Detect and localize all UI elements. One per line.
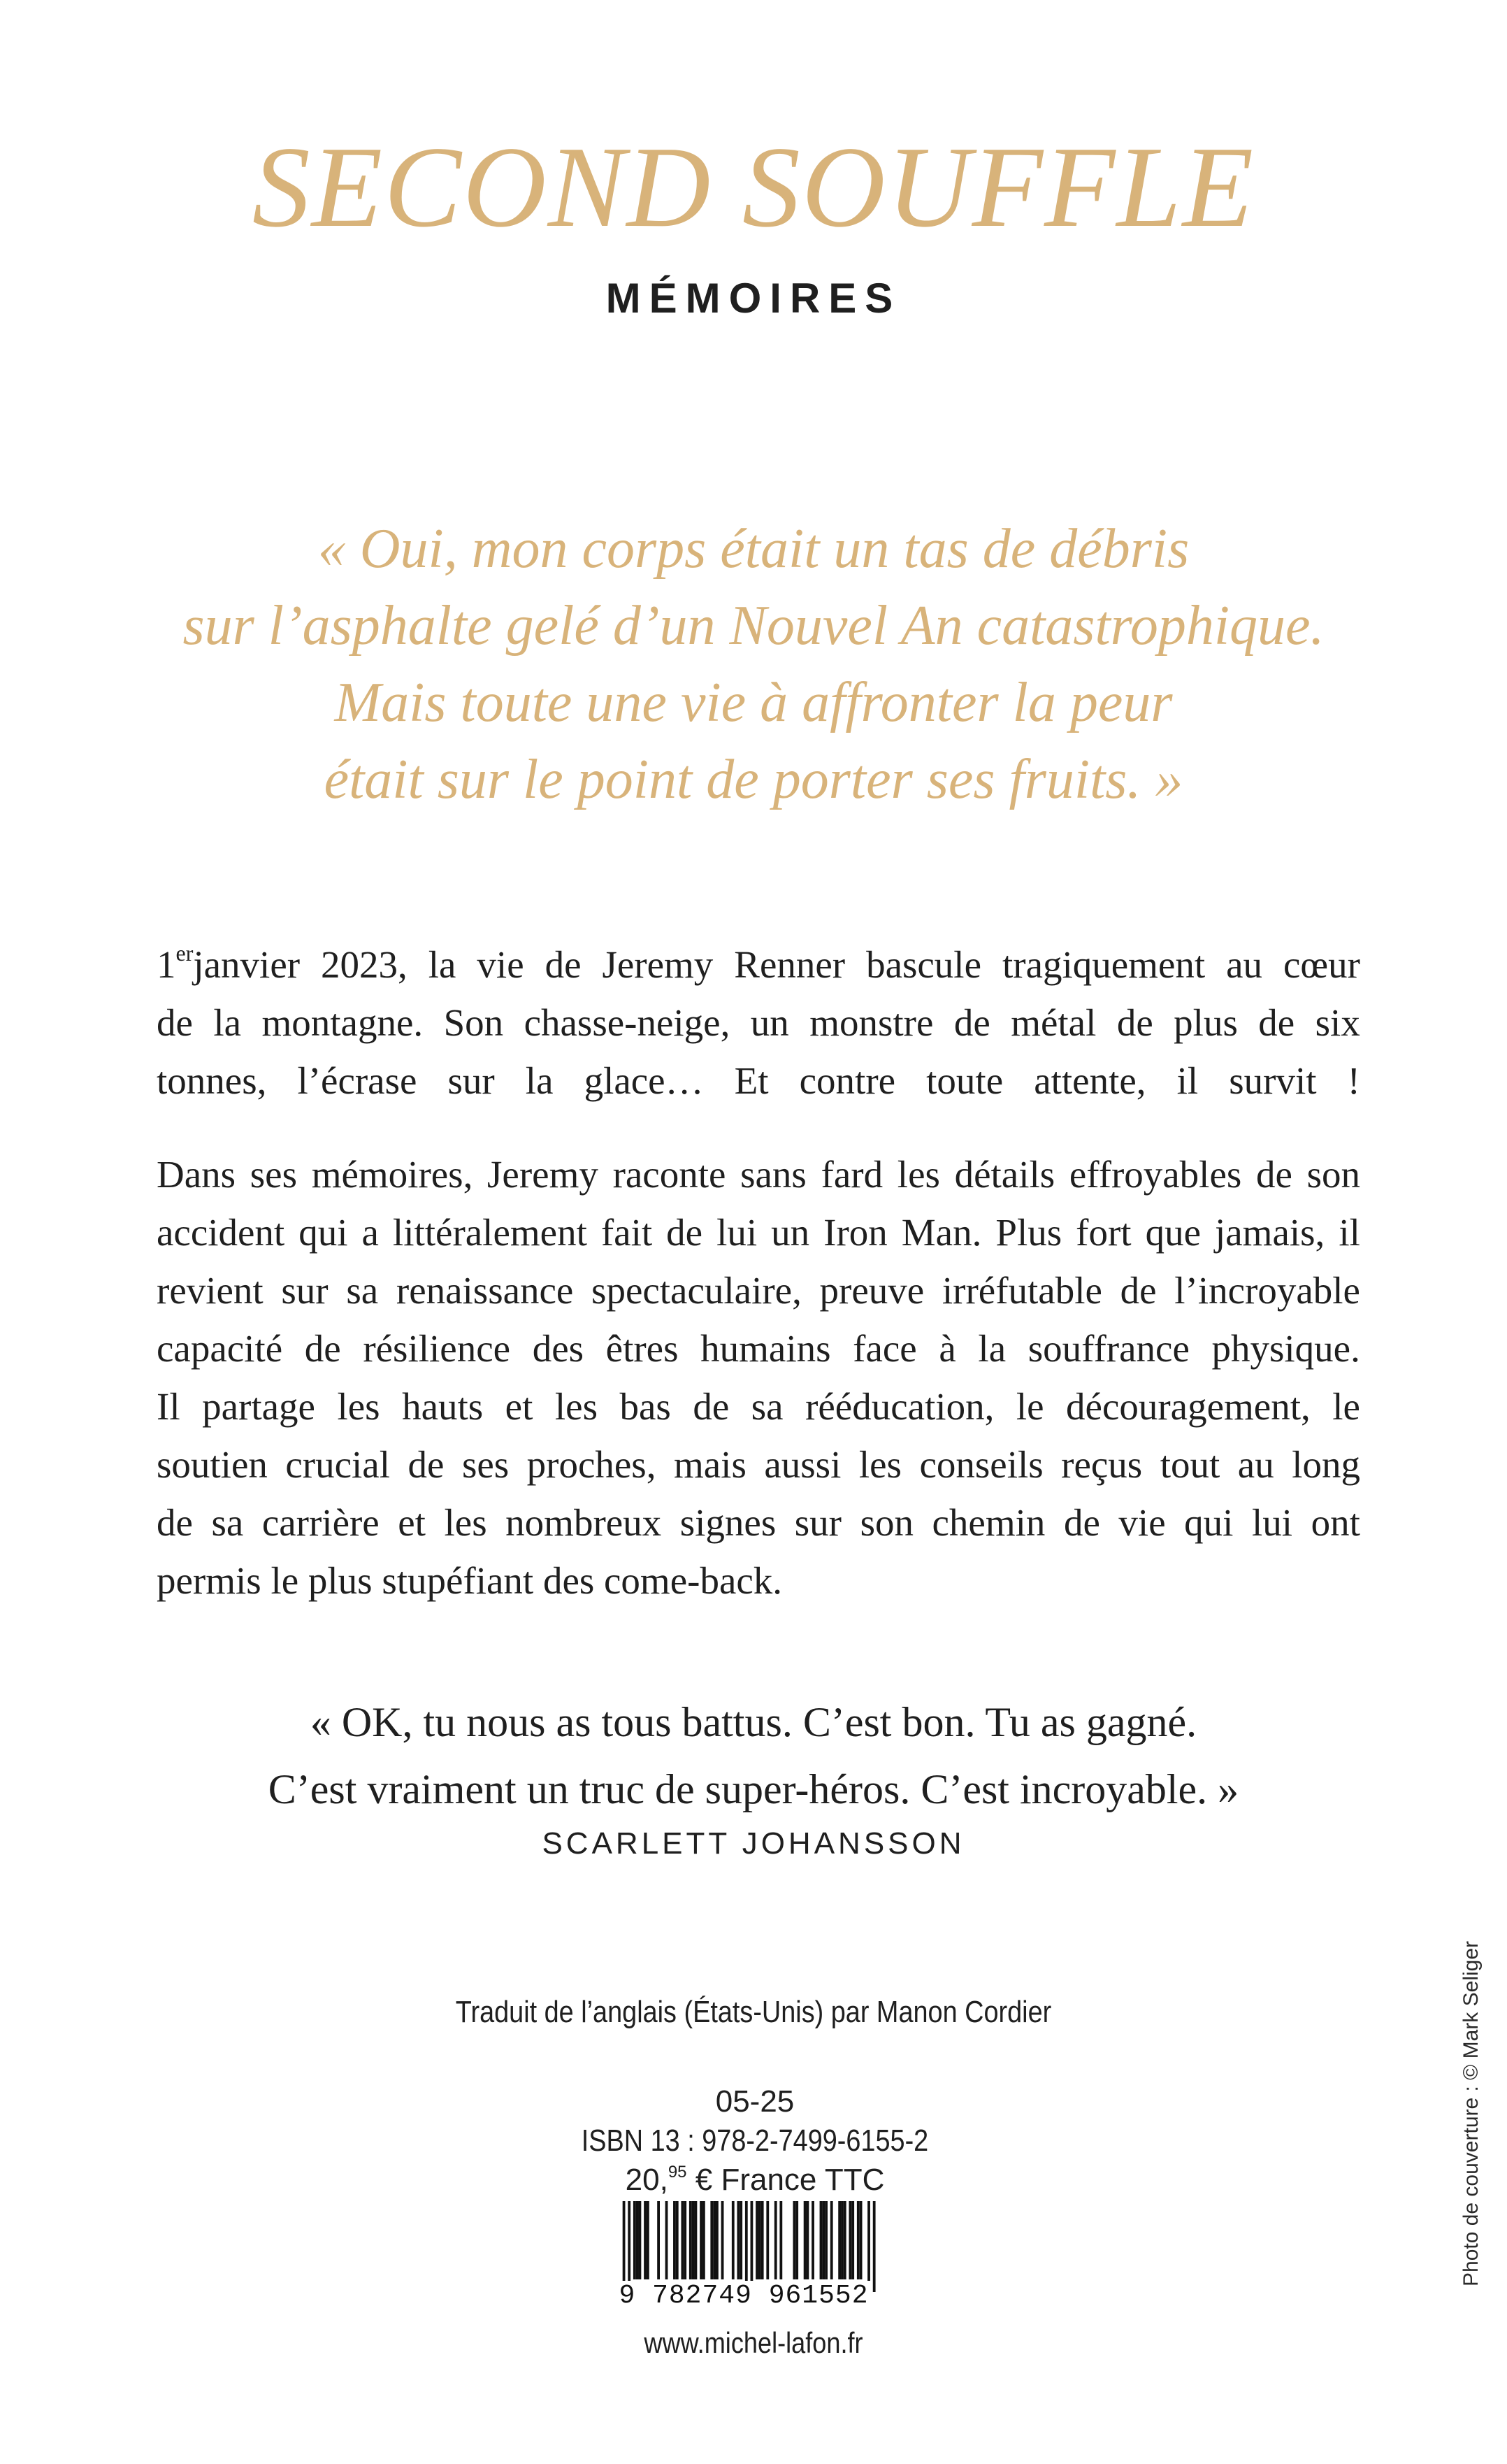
endorsement-line: « OK, tu nous as tous battus. C’est bon. Tu as gagné. [310, 1699, 1197, 1745]
endorsement-author: SCARLETT JOHANSSON [542, 1826, 965, 1861]
word: 2023, [321, 943, 408, 986]
barcode-bar [721, 2201, 724, 2279]
word: tragiquement [1002, 943, 1206, 986]
word: Et [734, 1059, 769, 1102]
word: ses [461, 1443, 510, 1486]
pull-quote-line: sur l’asphalte gelé d’un Nouvel An catastrophique. [182, 595, 1325, 657]
barcode-bar [758, 2201, 761, 2279]
word: mémoires, [311, 1153, 473, 1196]
isbn: ISBN 13 : 978-2-7499-6155-2 [581, 2123, 929, 2158]
word: contre [799, 1059, 896, 1102]
barcode-bar [841, 2201, 844, 2279]
word: face [853, 1327, 917, 1370]
word: physique. [1211, 1327, 1360, 1370]
barcode-bar [695, 2201, 698, 2279]
barcode-bar [745, 2201, 748, 2292]
word: de [1063, 1501, 1100, 1544]
barcode-bar [710, 2201, 713, 2279]
word: toute [926, 1059, 1004, 1102]
word: détails [954, 1153, 1055, 1196]
synopsis-line [157, 1435, 1360, 1494]
edition-code: 05-25 [715, 2084, 795, 2119]
book-title: SECOND SOUFFLE [252, 122, 1255, 251]
word: ! [1347, 1059, 1360, 1102]
translator-note: Traduit de l’anglais (États-Unis) par Manon Cordier [455, 1995, 1052, 2029]
word: long [1292, 1443, 1360, 1486]
barcode-bar [851, 2201, 854, 2279]
word: survit [1229, 1059, 1317, 1102]
word: accident [157, 1211, 285, 1254]
word: de [1258, 1001, 1295, 1044]
barcode-digits-text: 9 782749 961552 [619, 2281, 869, 2311]
ordinal-suffix: er [175, 940, 194, 966]
photo-credit: Photo de couverture : © Mark Seliger [1459, 1940, 1483, 2286]
word: un [750, 1001, 789, 1044]
word: et [398, 1501, 426, 1544]
barcode-bar [689, 2201, 692, 2279]
pull-quote-line: était sur le point de porter ses fruits. » [324, 749, 1183, 810]
word: les [554, 1385, 598, 1428]
word: irréfutable [942, 1269, 1102, 1312]
word: reçus [1061, 1443, 1143, 1486]
word: de [1116, 1001, 1153, 1044]
word: ont [1311, 1501, 1360, 1544]
word: effroyables [1069, 1153, 1242, 1196]
publication-info [545, 2082, 965, 2200]
word: la [978, 1327, 1007, 1370]
synopsis-paragraph-1 [157, 936, 1360, 1110]
word: chasse-neige, [524, 1001, 730, 1044]
word: bas [619, 1385, 671, 1428]
word: tonnes, [157, 1059, 267, 1102]
word: nombreux [505, 1501, 662, 1544]
word: lui [716, 1211, 758, 1254]
word: hauts [402, 1385, 484, 1428]
word: au [1237, 1443, 1274, 1486]
barcode-bar [756, 2201, 758, 2279]
word: revient [157, 1269, 264, 1312]
barcode-bar [838, 2201, 841, 2279]
word: souffrance [1028, 1327, 1190, 1370]
barcode-digits [604, 2281, 884, 2311]
word: carrière [261, 1501, 380, 1544]
barcode-bar [713, 2201, 716, 2279]
barcode-bar [860, 2201, 863, 2279]
barcode-bar [774, 2201, 777, 2279]
word: de [953, 1001, 990, 1044]
word: crucial [285, 1443, 391, 1486]
word: fard [821, 1153, 884, 1196]
barcode-bar [647, 2201, 649, 2279]
barcode-bar [681, 2201, 684, 2279]
word: fort [1076, 1211, 1132, 1254]
word: mais [673, 1443, 747, 1486]
word: sans [740, 1153, 807, 1196]
word: montagne. [261, 1001, 424, 1044]
barcode-bar [766, 2201, 769, 2279]
word: ses [250, 1153, 297, 1196]
word: renaissance [396, 1269, 574, 1312]
barcode-bar [639, 2201, 642, 2279]
day-number: 1 [157, 943, 176, 986]
word: les [897, 1153, 940, 1196]
word: le [1332, 1385, 1360, 1428]
word: sa [751, 1385, 784, 1428]
barcode-bar [692, 2201, 695, 2279]
word: il [1176, 1059, 1199, 1102]
word: que [1145, 1211, 1201, 1254]
barcode-bar [830, 2201, 833, 2279]
barcode-bar [867, 2201, 870, 2292]
word: de [1120, 1269, 1157, 1312]
synopsis-line [157, 936, 1360, 994]
word: le [1016, 1385, 1044, 1428]
barcode-bars [604, 2201, 884, 2292]
synopsis-line [157, 994, 1360, 1052]
endorsement-line: C’est vraiment un truc de super-héros. C’est incroyable. » [268, 1766, 1239, 1812]
word: à [939, 1327, 956, 1370]
barcode-bar [751, 2201, 754, 2292]
endorsement-quote [0, 1689, 1507, 1823]
pull-quote-line: Mais toute une vie à affronter la peur [334, 672, 1173, 733]
word: fait [600, 1211, 653, 1254]
word: six [1315, 1001, 1360, 1044]
barcode-bar [822, 2201, 825, 2279]
barcode-bar [737, 2201, 740, 2279]
barcode-bar [873, 2201, 876, 2292]
word: de [693, 1385, 730, 1428]
word: les [444, 1501, 487, 1544]
word: de [666, 1211, 703, 1254]
word: sur [447, 1059, 495, 1102]
word: Iron [823, 1211, 888, 1254]
barcode-bar [633, 2201, 636, 2279]
barcode-bar [628, 2201, 630, 2292]
barcode-bar [623, 2201, 626, 2292]
barcode-bar [807, 2201, 809, 2279]
word: partage [202, 1385, 315, 1428]
word: vie [1118, 1501, 1166, 1544]
synopsis-line [157, 1319, 1360, 1377]
word: lui [1252, 1501, 1293, 1544]
barcode-bar [684, 2201, 686, 2279]
book-subtitle: MÉMOIRES [605, 275, 902, 322]
word: la [428, 943, 456, 986]
word: de [304, 1327, 341, 1370]
synopsis-line [157, 1494, 1360, 1552]
word: bascule [866, 943, 981, 986]
barcode-bar [825, 2201, 828, 2279]
word: qui [1184, 1501, 1234, 1544]
word: l’incroyable [1174, 1269, 1360, 1312]
word: signes [679, 1501, 777, 1544]
barcode-bar [716, 2201, 719, 2279]
word: preuve [819, 1269, 925, 1312]
barcode-bar [702, 2201, 705, 2279]
synopsis-line: permis le plus stupéfiant des come-back. [157, 1559, 783, 1602]
word: glace… [584, 1059, 704, 1102]
barcode-bar [676, 2201, 679, 2279]
synopsis-line [157, 1145, 1360, 1203]
word: découragement, [1066, 1385, 1311, 1428]
word: qui [298, 1211, 348, 1254]
word: sur [281, 1269, 329, 1312]
synopsis-paragraph-2 [157, 1145, 1360, 1610]
publisher-website[interactable]: www.michel-lafon.fr [644, 2326, 863, 2359]
word: la [213, 1001, 242, 1044]
word: chemin [932, 1501, 1046, 1544]
word: et [505, 1385, 533, 1428]
word: êtres [605, 1327, 679, 1370]
barcode-bar [820, 2201, 823, 2279]
word: plus [1174, 1001, 1238, 1044]
synopsis-line [157, 1261, 1360, 1319]
word: de [545, 943, 582, 986]
word: Il [157, 1385, 180, 1428]
word: un [771, 1211, 810, 1254]
barcode-bar [849, 2201, 851, 2279]
price-cents: 95 [668, 2163, 687, 2182]
word: l’écrase [297, 1059, 417, 1102]
word: métal [1011, 1001, 1097, 1044]
barcode-bar [795, 2201, 798, 2279]
word: de [408, 1443, 445, 1486]
word: son [1306, 1153, 1360, 1196]
word: raconte [612, 1153, 726, 1196]
barcode-bar [804, 2201, 807, 2279]
barcode-bar [665, 2201, 668, 2279]
word: a [361, 1211, 379, 1254]
word: jamais, [1214, 1211, 1325, 1254]
word: soutien [157, 1443, 268, 1486]
word: capacité [157, 1327, 283, 1370]
word: la [525, 1059, 554, 1102]
word: sa [346, 1269, 379, 1312]
word: résilience [363, 1327, 511, 1370]
barcode-bar [844, 2201, 846, 2279]
word: janvier [193, 943, 301, 986]
word: au [1226, 943, 1263, 986]
word: attente, [1034, 1059, 1146, 1102]
word: cœur [1283, 943, 1360, 986]
word: sur [794, 1501, 842, 1544]
word: humains [700, 1327, 831, 1370]
barcode-bar [657, 2201, 660, 2279]
barcode-bar [779, 2201, 782, 2279]
date-prefix [157, 936, 300, 994]
word: son [860, 1501, 914, 1544]
barcode-bar [857, 2201, 860, 2279]
word: de [157, 1501, 193, 1544]
word: il [1339, 1211, 1360, 1254]
word: Jeremy [602, 943, 714, 986]
pull-quote-line: « Oui, mon corps était un tas de débris [317, 518, 1190, 580]
barcode-bar [761, 2201, 764, 2279]
barcode-bar [644, 2201, 647, 2279]
word: conseils [919, 1443, 1044, 1486]
word: Plus [995, 1211, 1062, 1254]
word: littéralement [392, 1211, 587, 1254]
word: proches, [526, 1443, 656, 1486]
barcode-bar [636, 2201, 639, 2279]
price-main: 20, [625, 2163, 668, 2197]
word: aussi [764, 1443, 842, 1486]
word: sa [211, 1501, 244, 1544]
word: Dans [157, 1153, 236, 1196]
word: Son [443, 1001, 504, 1044]
word: spectaculaire, [591, 1269, 802, 1312]
word: Jeremy [487, 1153, 598, 1196]
barcode-bar [673, 2201, 676, 2279]
word: les [858, 1443, 902, 1486]
word: rééducation, [805, 1385, 995, 1428]
word: tout [1160, 1443, 1220, 1486]
synopsis-line [157, 1377, 1360, 1435]
price-rest: € France TTC [695, 2163, 885, 2197]
word: Man. [901, 1211, 982, 1254]
synopsis-line [157, 1203, 1360, 1261]
word: Renner [734, 943, 846, 986]
word: des [532, 1327, 584, 1370]
barcode-bar [812, 2201, 814, 2279]
word: de [157, 1001, 193, 1044]
word: de [1255, 1153, 1292, 1196]
barcode-bar [793, 2201, 795, 2279]
barcode-bar [732, 2201, 735, 2279]
word: vie [477, 943, 524, 986]
word: monstre [809, 1001, 934, 1044]
pull-quote [0, 510, 1507, 818]
synopsis-line [157, 1052, 1360, 1110]
barcode-bar [740, 2201, 742, 2279]
barcode-bar [700, 2201, 702, 2279]
price [545, 2161, 965, 2200]
word: les [337, 1385, 380, 1428]
